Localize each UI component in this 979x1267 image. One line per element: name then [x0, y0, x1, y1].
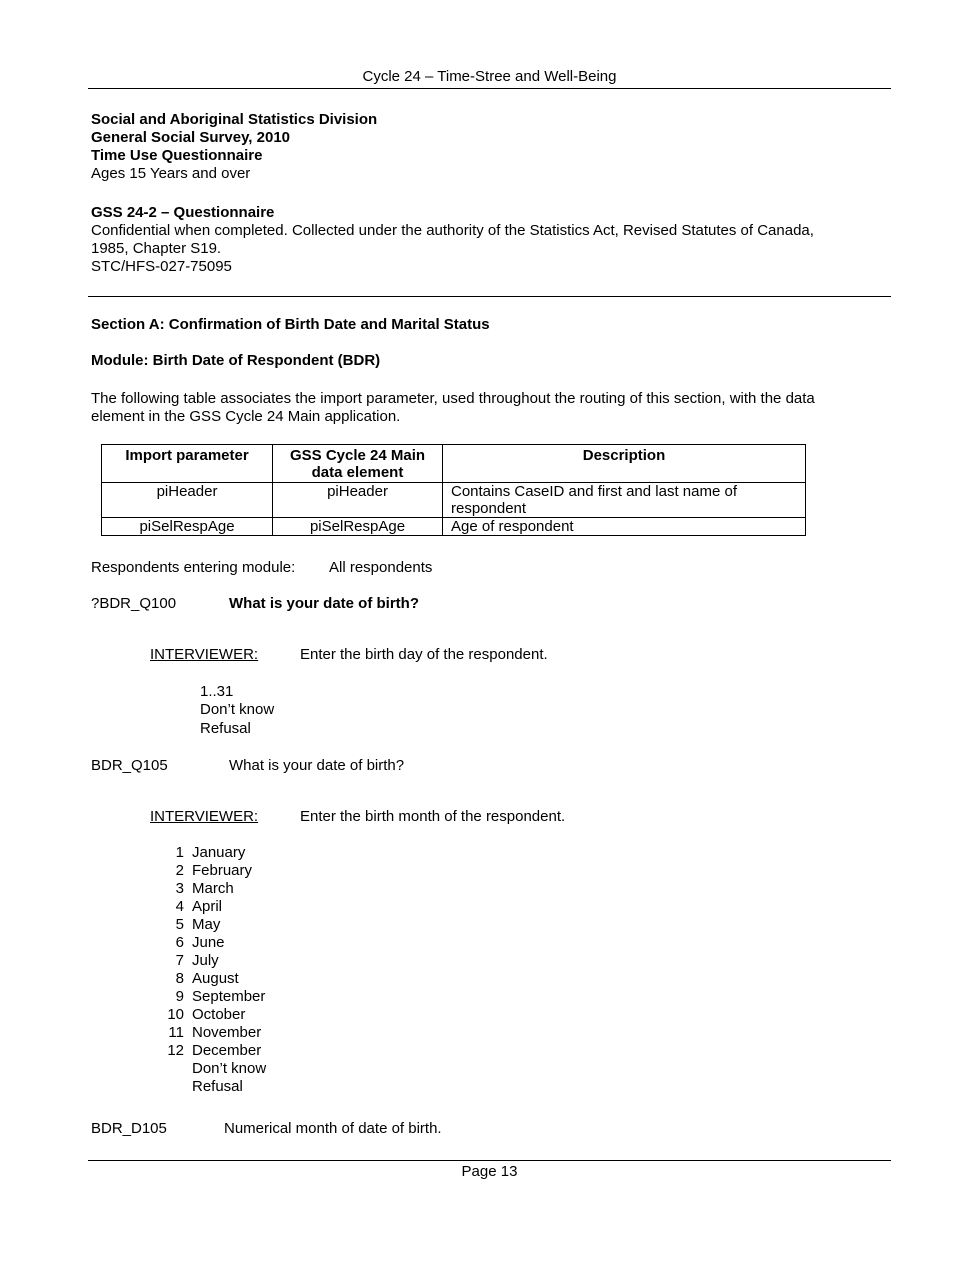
list-item — [160, 970, 266, 988]
answer-option: Refusal — [200, 719, 251, 737]
footer-rule — [88, 1160, 891, 1161]
list-item — [160, 934, 266, 952]
table-row — [102, 483, 806, 518]
interviewer-instruction: Enter the birth day of the respondent. — [300, 646, 548, 663]
interviewer-label: INTERVIEWER: — [150, 808, 259, 825]
division-name: Social and Aboriginal Statistics Division — [91, 111, 378, 128]
table-cell: piSelRespAge — [273, 518, 443, 536]
option-label: January — [192, 844, 246, 861]
question-id: BDR_Q105 — [91, 757, 168, 774]
option-code: 3 — [175, 880, 184, 897]
list-item — [160, 880, 266, 898]
list-item — [160, 898, 266, 916]
option-label: May — [192, 916, 221, 933]
option-label: November — [192, 1024, 262, 1041]
list-item — [160, 952, 266, 970]
table-cell: piSelRespAge — [102, 518, 273, 536]
option-code: 9 — [175, 988, 184, 1005]
question-text: What is your date of birth? — [229, 595, 419, 612]
import-parameter-table — [101, 444, 806, 536]
header-rule — [88, 88, 891, 89]
form-code: STC/HFS-027-75095 — [91, 258, 232, 275]
module-title: Module: Birth Date of Respondent (BDR) — [91, 352, 381, 369]
intro-block — [91, 111, 377, 183]
option-code: 4 — [175, 898, 184, 915]
option-label: June — [192, 934, 225, 951]
option-code: 7 — [175, 952, 184, 969]
derived-variable-text: Numerical month of date of birth. — [224, 1120, 442, 1137]
option-label: December — [192, 1042, 262, 1059]
column-header — [273, 445, 443, 483]
option-code: 11 — [168, 1024, 184, 1041]
respondents-entering-value: All respondents — [329, 559, 433, 576]
confidential-line-1: Confidential when completed. Collected under the authority of the Statistics Act, Revised Statutes of Canada, — [91, 222, 814, 239]
option-label: Refusal — [192, 1078, 243, 1095]
table-header-row — [102, 445, 806, 483]
option-label: February — [192, 862, 253, 879]
option-code: 5 — [175, 916, 184, 933]
option-label: March — [192, 880, 234, 897]
option-label: Don’t know — [192, 1060, 267, 1077]
list-item — [160, 862, 266, 880]
column-header: Import parameter — [102, 445, 273, 483]
option-code: 2 — [175, 862, 184, 879]
interviewer-label: INTERVIEWER: — [150, 646, 259, 663]
description-line-1: The following table associates the import parameter, used throughout the routing of this section, with the data — [91, 390, 815, 407]
question-text: What is your date of birth? — [229, 757, 405, 774]
option-label: October — [192, 1006, 246, 1023]
questionnaire-name: Time Use Questionnaire — [91, 147, 263, 164]
option-code: 8 — [175, 970, 184, 987]
question-id: ?BDR_Q100 — [91, 595, 177, 612]
confidential-line-2: 1985, Chapter S19. — [91, 240, 222, 257]
month-options — [160, 844, 266, 1096]
list-item — [160, 916, 266, 934]
answer-option: 1..31 — [200, 683, 234, 700]
page-header-title: Cycle 24 – Time-Stree and Well-Being — [362, 68, 617, 85]
option-label: April — [192, 898, 223, 915]
option-code: 6 — [175, 934, 184, 951]
list-item — [160, 988, 266, 1006]
table-cell: Contains CaseID and first and last name of respondent — [443, 483, 806, 518]
column-header: Description — [443, 445, 806, 483]
page-number: Page 13 — [461, 1163, 518, 1180]
answer-option: Don’t know — [200, 701, 275, 719]
option-code: 1 — [175, 844, 184, 861]
gss-block — [91, 204, 814, 276]
column-header-text: GSS Cycle 24 Main data element — [289, 447, 426, 481]
description-line-2: element in the GSS Cycle 24 Main application. — [91, 408, 401, 425]
option-label: July — [192, 952, 219, 969]
table-cell: Age of respondent — [443, 518, 806, 536]
gss-title: GSS 24-2 – Questionnaire — [91, 204, 275, 221]
option-code: 10 — [167, 1006, 184, 1023]
table-cell: piHeader — [102, 483, 273, 518]
list-item — [160, 1078, 266, 1096]
table-cell: piHeader — [273, 483, 443, 518]
age-scope: Ages 15 Years and over — [91, 165, 251, 182]
option-label: August — [192, 970, 239, 987]
list-item — [160, 1006, 266, 1024]
section-title: Section A: Confirmation of Birth Date and Marital Status — [91, 316, 490, 333]
interviewer-instruction: Enter the birth month of the respondent. — [300, 808, 566, 825]
answer-options — [200, 683, 274, 738]
section-description — [91, 390, 815, 426]
list-item — [160, 1024, 266, 1042]
list-item — [160, 844, 266, 862]
table-row — [102, 518, 806, 536]
list-item — [160, 1060, 266, 1078]
option-label: September — [192, 988, 266, 1005]
section-rule — [88, 296, 891, 297]
list-item — [160, 1042, 266, 1060]
respondents-entering-label: Respondents entering module: — [91, 559, 296, 576]
option-code: 12 — [167, 1042, 184, 1059]
survey-name: General Social Survey, 2010 — [91, 129, 291, 146]
derived-variable-id: BDR_D105 — [91, 1120, 167, 1137]
